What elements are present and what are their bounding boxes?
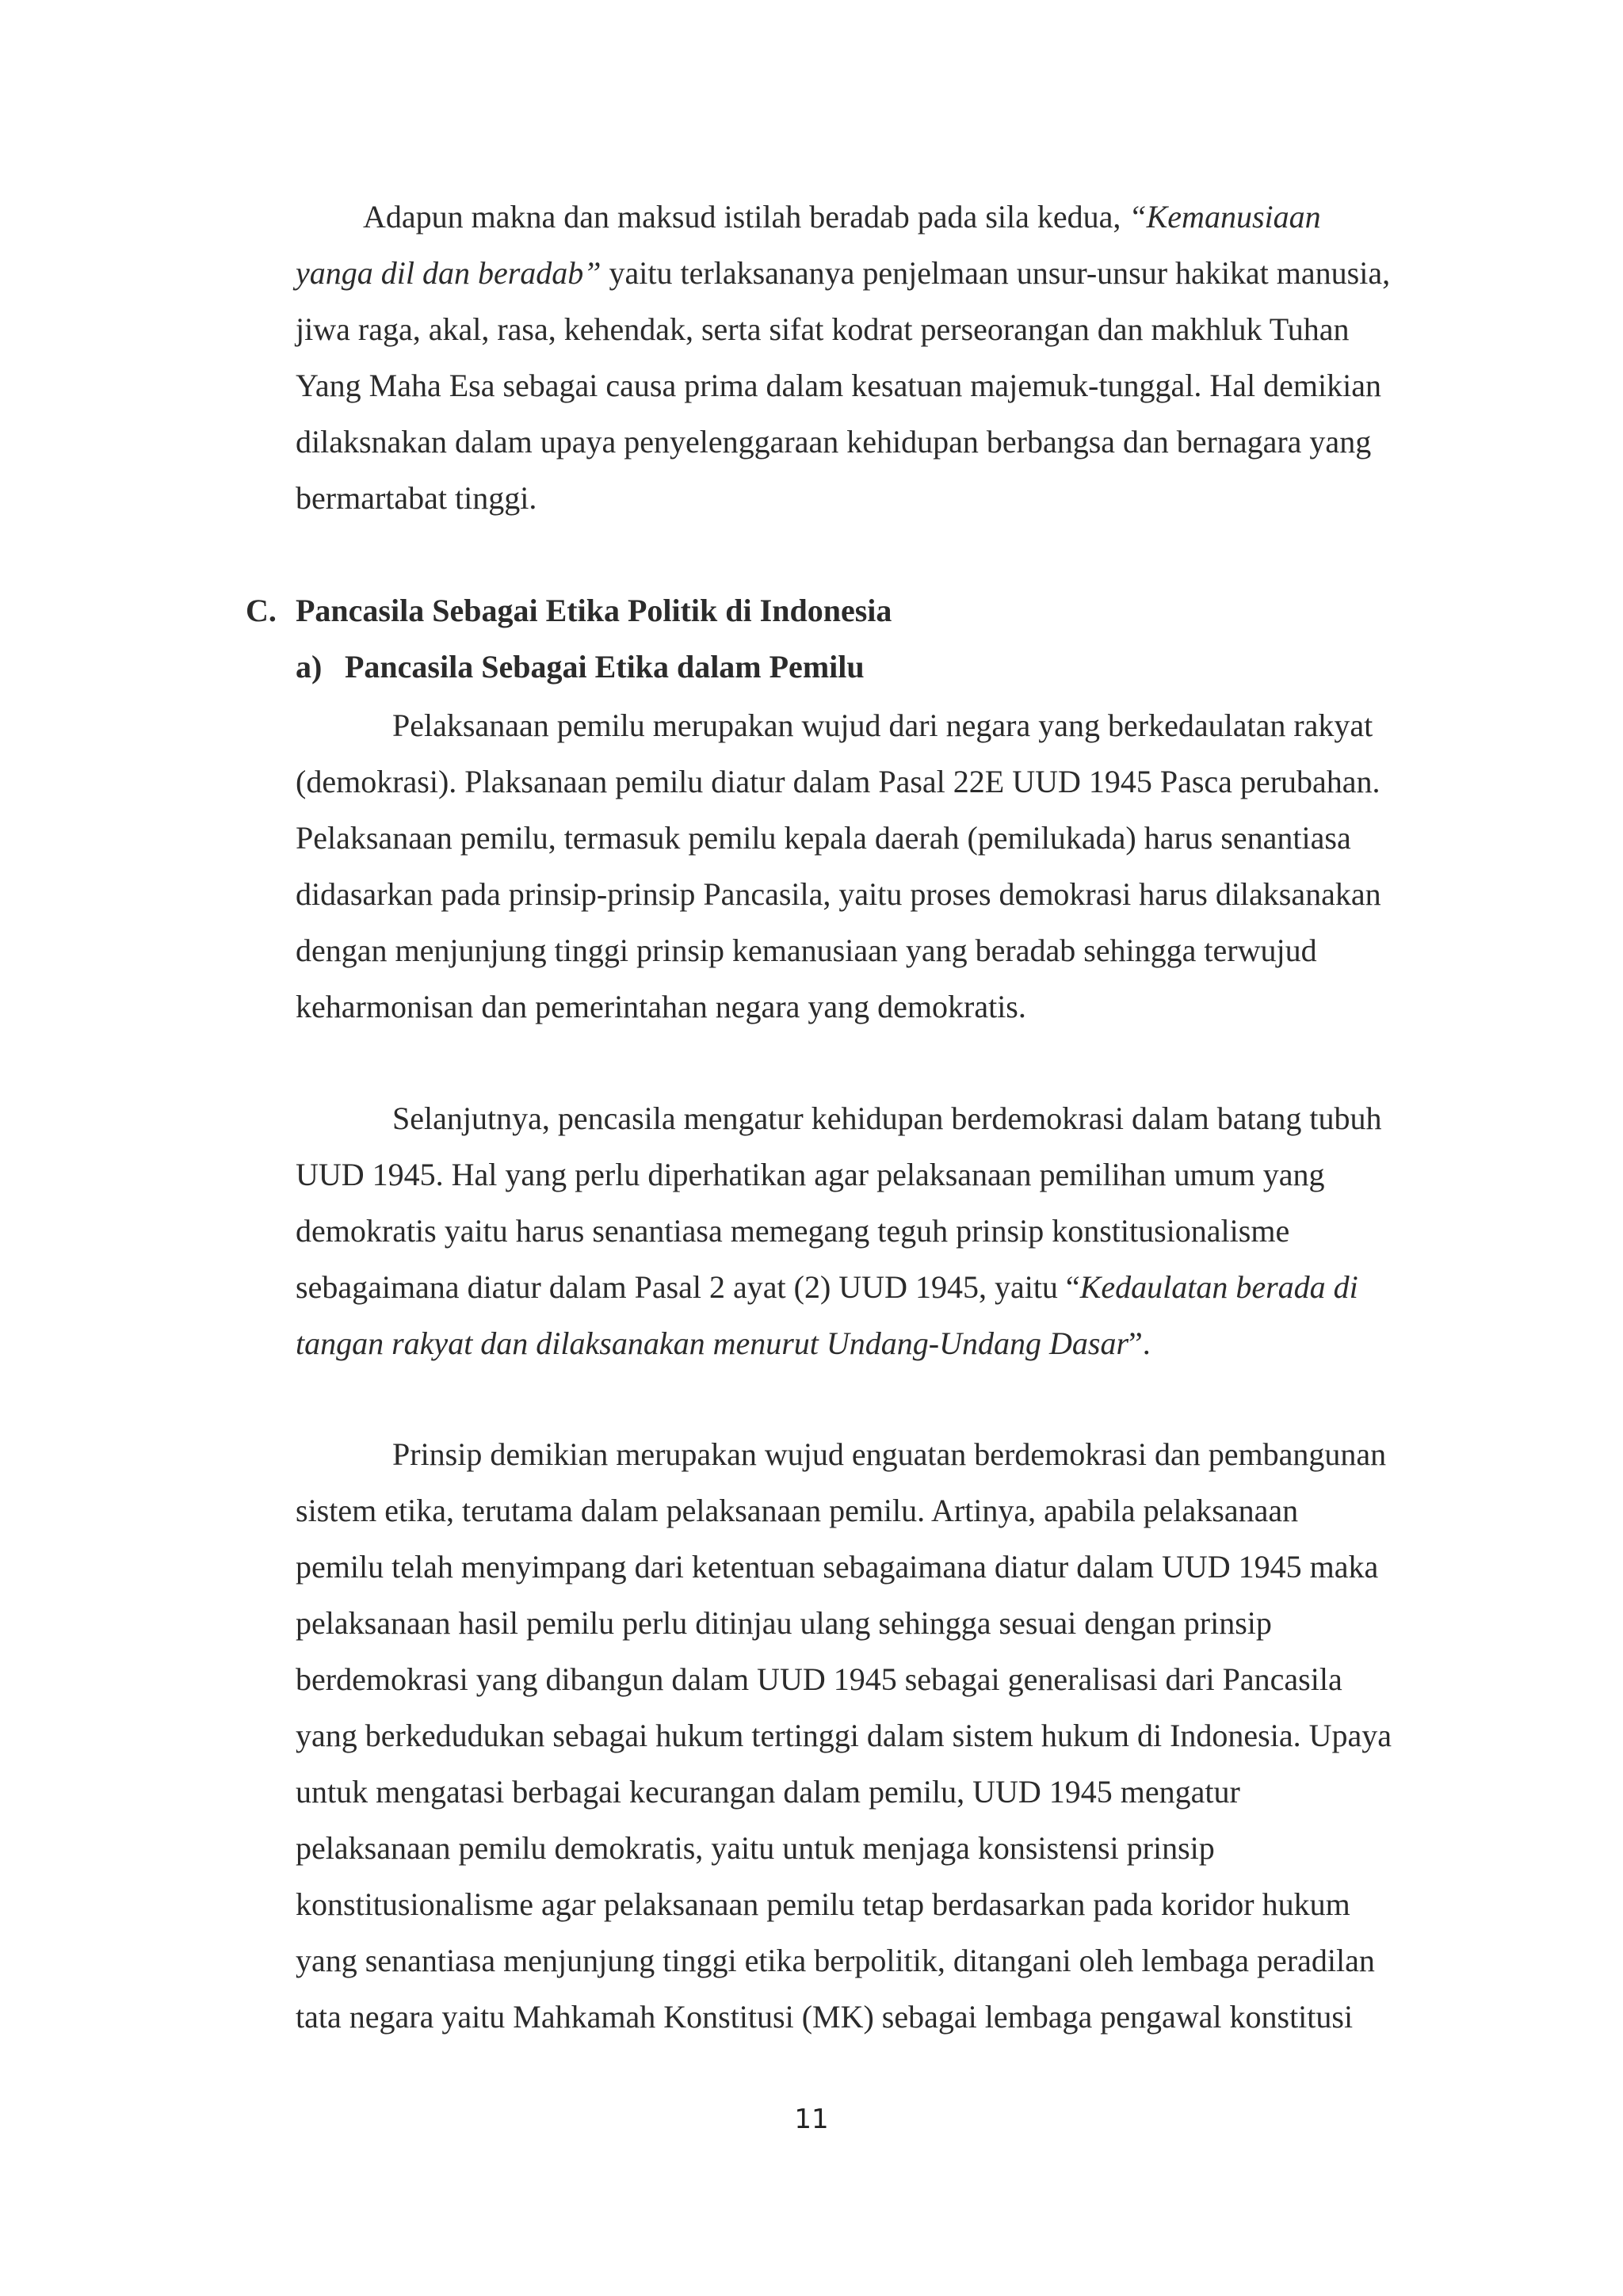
- paragraph-4-line-5: berdemokrasi yang dibangun dalam UUD 1945 sebagai generalisasi dari Pancasila: [296, 1661, 1342, 1697]
- paragraph-2-line-4: didasarkan pada prinsip-prinsip Pancasila, yaitu proses demokrasi harus dilaksanakan: [296, 876, 1381, 912]
- paragraph-4-line-11: tata negara yaitu Mahkamah Konstitusi (MK) sebagai lembaga pengawal konstitusi: [296, 1999, 1354, 2035]
- paragraph-1-line-3: jiwa raga, akal, rasa, kehendak, serta sifat kodrat perseorangan dan makhluk Tuhan: [296, 311, 1350, 347]
- paragraph-1-line-5: dilaksnakan dalam upaya penyelenggaraan kehidupan berbangsa dan bernagara yang: [296, 424, 1372, 460]
- paragraph-4-line-2: sistem etika, terutama dalam pelaksanaan pemilu. Artinya, apabila pelaksanaan: [296, 1493, 1299, 1528]
- subsection-a-marker: a): [296, 649, 323, 685]
- paragraph-4-line-9: konstitusionalisme agar pelaksanaan pemilu tetap berdasarkan pada koridor hukum: [296, 1886, 1350, 1922]
- paragraph-2-line-3: Pelaksanaan pemilu, termasuk pemilu kepala daerah (pemilukada) harus senantiasa: [296, 820, 1351, 856]
- paragraph-2-line-1: Pelaksanaan pemilu merupakan wujud dari negara yang berkedaulatan rakyat: [392, 707, 1373, 743]
- paragraph-4-line-10: yang senantiasa menjunjung tinggi etika berpolitik, ditangani oleh lembaga peradilan: [296, 1943, 1375, 1978]
- section-c-heading: [246, 587, 892, 635]
- paragraph-1-line-2: yanga dil dan beradab” yaitu terlaksananya penjelmaan unsur-unsur hakikat manusia,: [296, 255, 1391, 291]
- subsection-a-title: Pancasila Sebagai Etika dalam Pemilu: [345, 649, 865, 685]
- paragraph-1-line-6: bermartabat tinggi.: [296, 480, 537, 516]
- page-number: 11: [794, 2103, 829, 2135]
- paragraph-1-line-4: Yang Maha Esa sebagai causa prima dalam kesatuan majemuk-tunggal. Hal demikian: [296, 368, 1381, 403]
- paragraph-3-line-2: UUD 1945. Hal yang perlu diperhatikan agar pelaksanaan pemilihan umum yang: [296, 1157, 1325, 1192]
- section-c-title: Pancasila Sebagai Etika Politik di Indonesia: [296, 593, 892, 628]
- paragraph-3-line-3: demokratis yaitu harus senantiasa memegang teguh prinsip konstitusionalisme: [296, 1213, 1290, 1249]
- paragraph-4-line-6: yang berkedudukan sebagai hukum tertinggi dalam sistem hukum di Indonesia. Upaya: [296, 1718, 1392, 1753]
- subsection-a-heading: [296, 643, 865, 691]
- paragraph-3-line-4: sebagaimana diatur dalam Pasal 2 ayat (2) UUD 1945, yaitu “Kedaulatan berada di: [296, 1269, 1358, 1305]
- paragraph-2: [296, 697, 1437, 1035]
- paragraph-2-line-6: keharmonisan dan pemerintahan negara yang demokratis.: [296, 989, 1026, 1024]
- paragraph-3: [296, 1090, 1437, 1371]
- paragraph-4-line-3: pemilu telah menyimpang dari ketentuan sebagaimana diatur dalam UUD 1945 maka: [296, 1549, 1379, 1585]
- paragraph-1: [296, 189, 1437, 526]
- paragraph-2-line-5: dengan menjunjung tinggi prinsip kemanusiaan yang beradab sehingga terwujud: [296, 933, 1317, 968]
- paragraph-4: [296, 1426, 1437, 2045]
- paragraph-3-line-1: Selanjutnya, pencasila mengatur kehidupan berdemokrasi dalam batang tubuh: [392, 1100, 1382, 1136]
- paragraph-4-line-4: pelaksanaan hasil pemilu perlu ditinjau ulang sehingga sesuai dengan prinsip: [296, 1605, 1272, 1641]
- section-c-marker: C.: [246, 593, 277, 628]
- paragraph-1-line-1: Adapun makna dan maksud istilah beradab pada sila kedua, “Kemanusiaan: [363, 199, 1321, 235]
- paragraph-2-line-2: (demokrasi). Plaksanaan pemilu diatur dalam Pasal 22E UUD 1945 Pasca perubahan.: [296, 764, 1381, 799]
- paragraph-4-line-7: untuk mengatasi berbagai kecurangan dalam pemilu, UUD 1945 mengatur: [296, 1774, 1240, 1810]
- paragraph-4-line-1: Prinsip demikian merupakan wujud enguatan berdemokrasi dan pembangunan: [392, 1436, 1387, 1472]
- paragraph-4-line-8: pelaksanaan pemilu demokratis, yaitu untuk menjaga konsistensi prinsip: [296, 1830, 1215, 1866]
- paragraph-3-line-5: tangan rakyat dan dilaksanakan menurut Undang-Undang Dasar”.: [296, 1325, 1151, 1361]
